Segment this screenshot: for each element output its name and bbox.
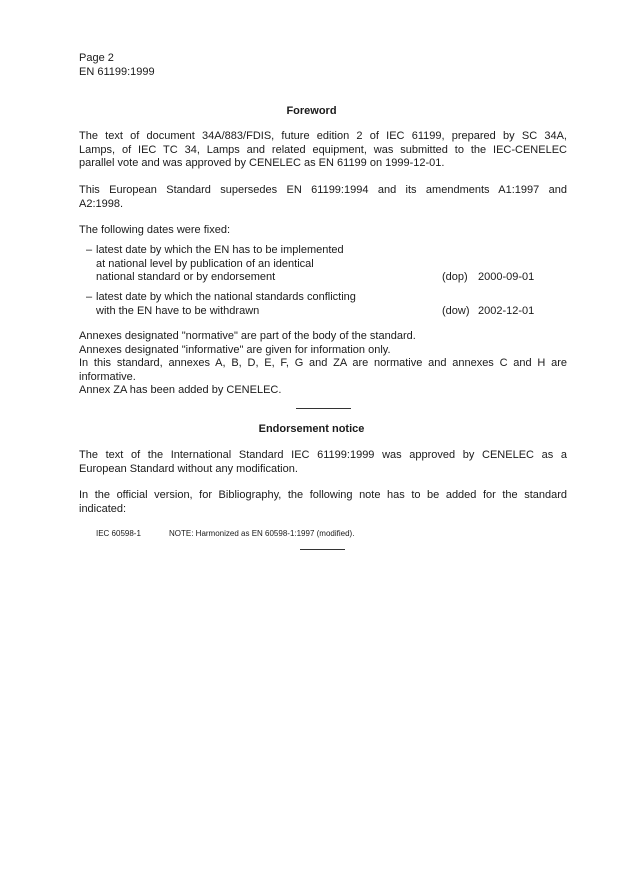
text-line: The text of the International Standard IEC 61199:1999 was approved by CENELEC as a — [79, 449, 567, 461]
page-number: Page 2 — [79, 52, 114, 64]
page-header — [79, 52, 155, 79]
date-code: (dow) — [442, 304, 470, 317]
text-line: Annexes designated "normative" are part of the body of the standard. — [79, 330, 416, 342]
text-line: informative. — [79, 370, 136, 383]
foreword-heading: Foreword — [286, 105, 337, 117]
document-id: EN 61199:1999 — [79, 65, 155, 78]
endorsement-paragraph-1 — [79, 449, 567, 476]
date-item-dow — [86, 291, 546, 319]
list-dash: – — [86, 291, 93, 303]
list-dash: – — [86, 244, 93, 256]
text-line: indicated: — [79, 502, 127, 515]
date-item-text — [96, 291, 426, 318]
note-reference: IEC 60598-1 — [96, 529, 141, 538]
date-value: 2002-12-01 — [478, 304, 535, 317]
text-line: The text of document 34A/883/FDIS, future edition 2 of IEC 61199, prepared by SC 34A, — [79, 130, 567, 142]
text-line: A2:1998. — [79, 197, 124, 210]
endorsement-heading: Endorsement notice — [258, 423, 365, 435]
section-divider — [296, 408, 351, 409]
text-line: Annexes designated "informative" are given for information only. — [79, 343, 391, 356]
text-line: latest date by which the national standards conflicting — [96, 291, 356, 303]
text-line: at national level by publication of an identical — [96, 257, 314, 270]
text-line: In this standard, annexes A, B, D, E, F, G and ZA are normative and annexes C and H are — [79, 357, 567, 370]
text-line: Lamps, of IEC TC 34, Lamps and related equipment, was submitted to the IEC-CENELEC — [79, 143, 567, 156]
text-line: national standard or by endorsement — [96, 271, 276, 284]
text-line: European Standard without any modification. — [79, 462, 298, 475]
date-value: 2000-09-01 — [478, 271, 535, 283]
text-line: The following dates were fixed: — [79, 224, 231, 236]
end-divider — [300, 549, 345, 550]
endorsement-paragraph-2 — [79, 489, 567, 516]
foreword-paragraph-2 — [79, 184, 567, 211]
annexes-paragraph — [79, 330, 567, 398]
date-item-text — [96, 244, 426, 285]
text-line: latest date by which the EN has to be implemented — [96, 244, 344, 256]
date-item-dop — [86, 244, 546, 286]
date-code: (dop) — [442, 271, 468, 283]
text-line: parallel vote and was approved by CENELEC as EN 61199 on 1999-12-01. — [79, 157, 445, 170]
text-line: This European Standard supersedes EN 61199:1994 and its amendments A1:1997 and — [79, 184, 567, 196]
note-text: NOTE: Harmonized as EN 60598-1:1997 (modified). — [169, 529, 355, 538]
foreword-paragraph-1 — [79, 130, 567, 171]
dates-intro — [79, 224, 567, 238]
text-line: with the EN have to be withdrawn — [96, 304, 260, 317]
text-line: In the official version, for Bibliography, the following note has to be added for the standard — [79, 489, 567, 501]
text-line: Annex ZA has been added by CENELEC. — [79, 384, 282, 397]
